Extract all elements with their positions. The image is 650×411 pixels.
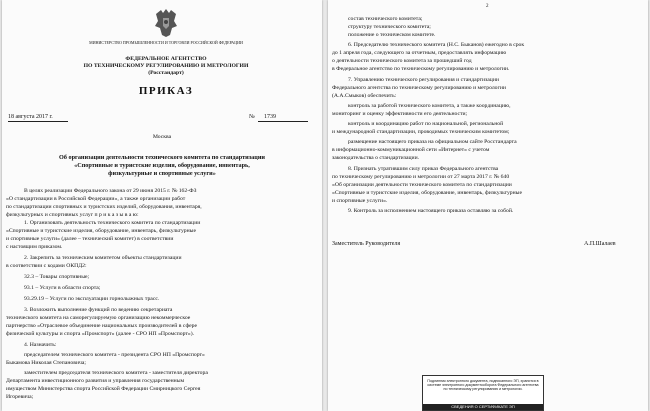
city: Москва <box>152 134 172 140</box>
stamp-header: СВЕДЕНИЯ О СЕРТИФИКАТЕ ЭП <box>423 404 543 410</box>
body-line: В целях реализации Федерального закона от 29 июня 2015 г. № 162-ФЗ <box>24 188 197 194</box>
body-line: Федерального агентства по техническому регулированию и метрологии <box>332 85 506 91</box>
body-line: и спортивные услуги» (далее – технический комитет) в соответствии <box>6 236 174 242</box>
body-line: в Федеральное агентство по техническому регулированию и метрологии. <box>332 66 510 72</box>
body-line: «Об организации деятельности технического комитета по стандартизации <box>332 182 512 188</box>
electronic-signature-stamp <box>422 375 544 411</box>
document-page-2 <box>328 0 648 411</box>
body-line: физической культуры и спорта «Промспорт» (далее - СРО НП «Промспорт»). <box>6 331 195 337</box>
body-line: структуру технического комитета; <box>348 24 431 30</box>
doc-type-heading: ПРИКАЗ <box>138 85 194 97</box>
body-line: 3. Возложить выполнение функций по ведению секретариата <box>24 307 173 313</box>
body-line: по стандартизации спортивных и туристских изделий, оборудования, инвентаря, <box>6 204 202 210</box>
body-line: Игоревича; <box>6 394 34 400</box>
body-line: контроль и координацию работ по национальной, региональной <box>348 121 504 127</box>
body-line: 8. Признать утратившим силу приказ Федерального агентства <box>348 166 499 172</box>
title-line-2: «Спортивные и туристские изделия, оборудование, инвентарь, <box>74 162 250 169</box>
body-line: мониторинг и оценку эффективности его деятельности; <box>332 111 468 117</box>
body-line: 93.1 – Услуги в области спорта; <box>24 285 101 291</box>
body-line: «О стандартизации в Российской Федерации», а также организации работ <box>6 196 186 202</box>
agency-name-line-3: (Росстандарт) <box>148 70 184 76</box>
body-line: в соответствии с кодами ОКПД2: <box>6 263 87 269</box>
signer-name: А.П.Шалаев <box>584 241 616 247</box>
body-line: 4. Назначить: <box>24 342 57 348</box>
body-line: технического комитета на саморегулируемую организацию некоммерческое <box>6 315 191 321</box>
agency-name-line-1: ФЕДЕРАЛЬНОЕ АГЕНТСТВО <box>125 56 207 62</box>
body-line: физкультурных и спортивных услуг п р и к а з ы в а ю: <box>6 212 139 218</box>
body-line: «Спортивные и туристские изделия, оборудование, инвентарь, физкультурные <box>332 190 523 196</box>
page-number: 2 <box>486 4 489 9</box>
body-line: 1. Организовать деятельность технического комитета по стандартизации <box>24 220 201 226</box>
number-underline <box>258 121 308 122</box>
body-line: 9. Контроль за исполнением настоящего приказа оставляю за собой. <box>348 208 514 214</box>
body-line: заместителем председателя технического комитета - заместителя директора <box>24 370 208 376</box>
body-line: состав технического комитета; <box>348 16 423 22</box>
body-line: Быкамова Николая Степановича; <box>6 360 86 366</box>
body-line: партнерство «Отраслевое объединение национальных производителей в сфере <box>6 323 198 329</box>
body-line: размещение настоящего приказа на официальном сайте Росстандарта <box>348 139 517 145</box>
body-line: законодательства о стандартизации. <box>332 155 420 161</box>
body-line: «Спортивные и туристские изделия, оборудование, инвентарь, физкультурные <box>6 228 197 234</box>
body-line: 32.3 – Товары спортивные; <box>24 274 90 280</box>
coat-of-arms-emblem-icon <box>153 8 179 38</box>
stamp-text: Подлинник электронного документа, подписанного ЭП, хранится в системе электронного документооборота Федерального агентства по техническому регулированию и метрологии. <box>427 379 539 392</box>
body-line: в информационно-коммуникационной сети «Интернет» с учетом <box>332 147 490 153</box>
body-line: Департамента инвестиционного развития и управления государственным <box>6 378 185 384</box>
ministry-name: МИНИСТЕРСТВО ПРОМЫШЛЕННОСТИ И ТОРГОВЛИ РОССИЙСКОЙ ФЕДЕРАЦИИ <box>89 40 243 45</box>
body-line: положение о техническом комитете. <box>348 32 436 38</box>
body-line: контроль за работой технического комитета, а также координацию, <box>348 103 511 109</box>
signer-title: Заместитель Руководителя <box>332 241 401 247</box>
agency-name-line-2: ПО ТЕХНИЧЕСКОМУ РЕГУЛИРОВАНИЮ И МЕТРОЛОГИИ <box>83 63 249 69</box>
body-line: о деятельности технического комитета за прошедший год <box>332 58 472 64</box>
body-line: и спортивные услуги». <box>332 198 388 204</box>
body-line: 2. Закрепить за техническим комитетом объекты стандартизации <box>24 255 182 261</box>
order-number: 1739 <box>264 114 276 120</box>
body-line: с настоящим приказом. <box>6 244 63 250</box>
number-sign: № <box>249 114 255 120</box>
body-line: 7. Управлению технического регулирования и стандартизации <box>348 77 499 83</box>
body-line: до 1 апреля года, следующего за отчетным, предоставлять информацию <box>332 50 507 56</box>
title-line-1: Об организации деятельности технического комитета по стандартизации <box>59 154 265 161</box>
body-line: 93.29.19 – Услуги по эксплуатации горнолыжных трасс. <box>24 296 160 302</box>
body-line: (А.А.Смыков) обеспечить: <box>332 93 397 99</box>
date-underline <box>8 121 68 122</box>
title-line-3: физкультурные и спортивные услуги» <box>108 170 216 177</box>
body-line: имуществом Министерства спорта Российской Федерации Смирницкого Сергея <box>6 386 201 392</box>
body-line: 6. Председателю технического комитета (Н.С. Быканов) ежегодно в срок <box>348 42 525 48</box>
body-line: по техническому регулированию и метрологии от 27 марта 2017 г. № 640 <box>332 174 510 180</box>
order-date: 18 августа 2017 г. <box>8 114 53 120</box>
body-line: председателем технического комитета - президента СРО НП «Промспорт» <box>24 352 205 358</box>
document-page-1 <box>2 0 322 411</box>
body-line: и международной стандартизации, проводимых техническим комитетом; <box>332 129 510 135</box>
